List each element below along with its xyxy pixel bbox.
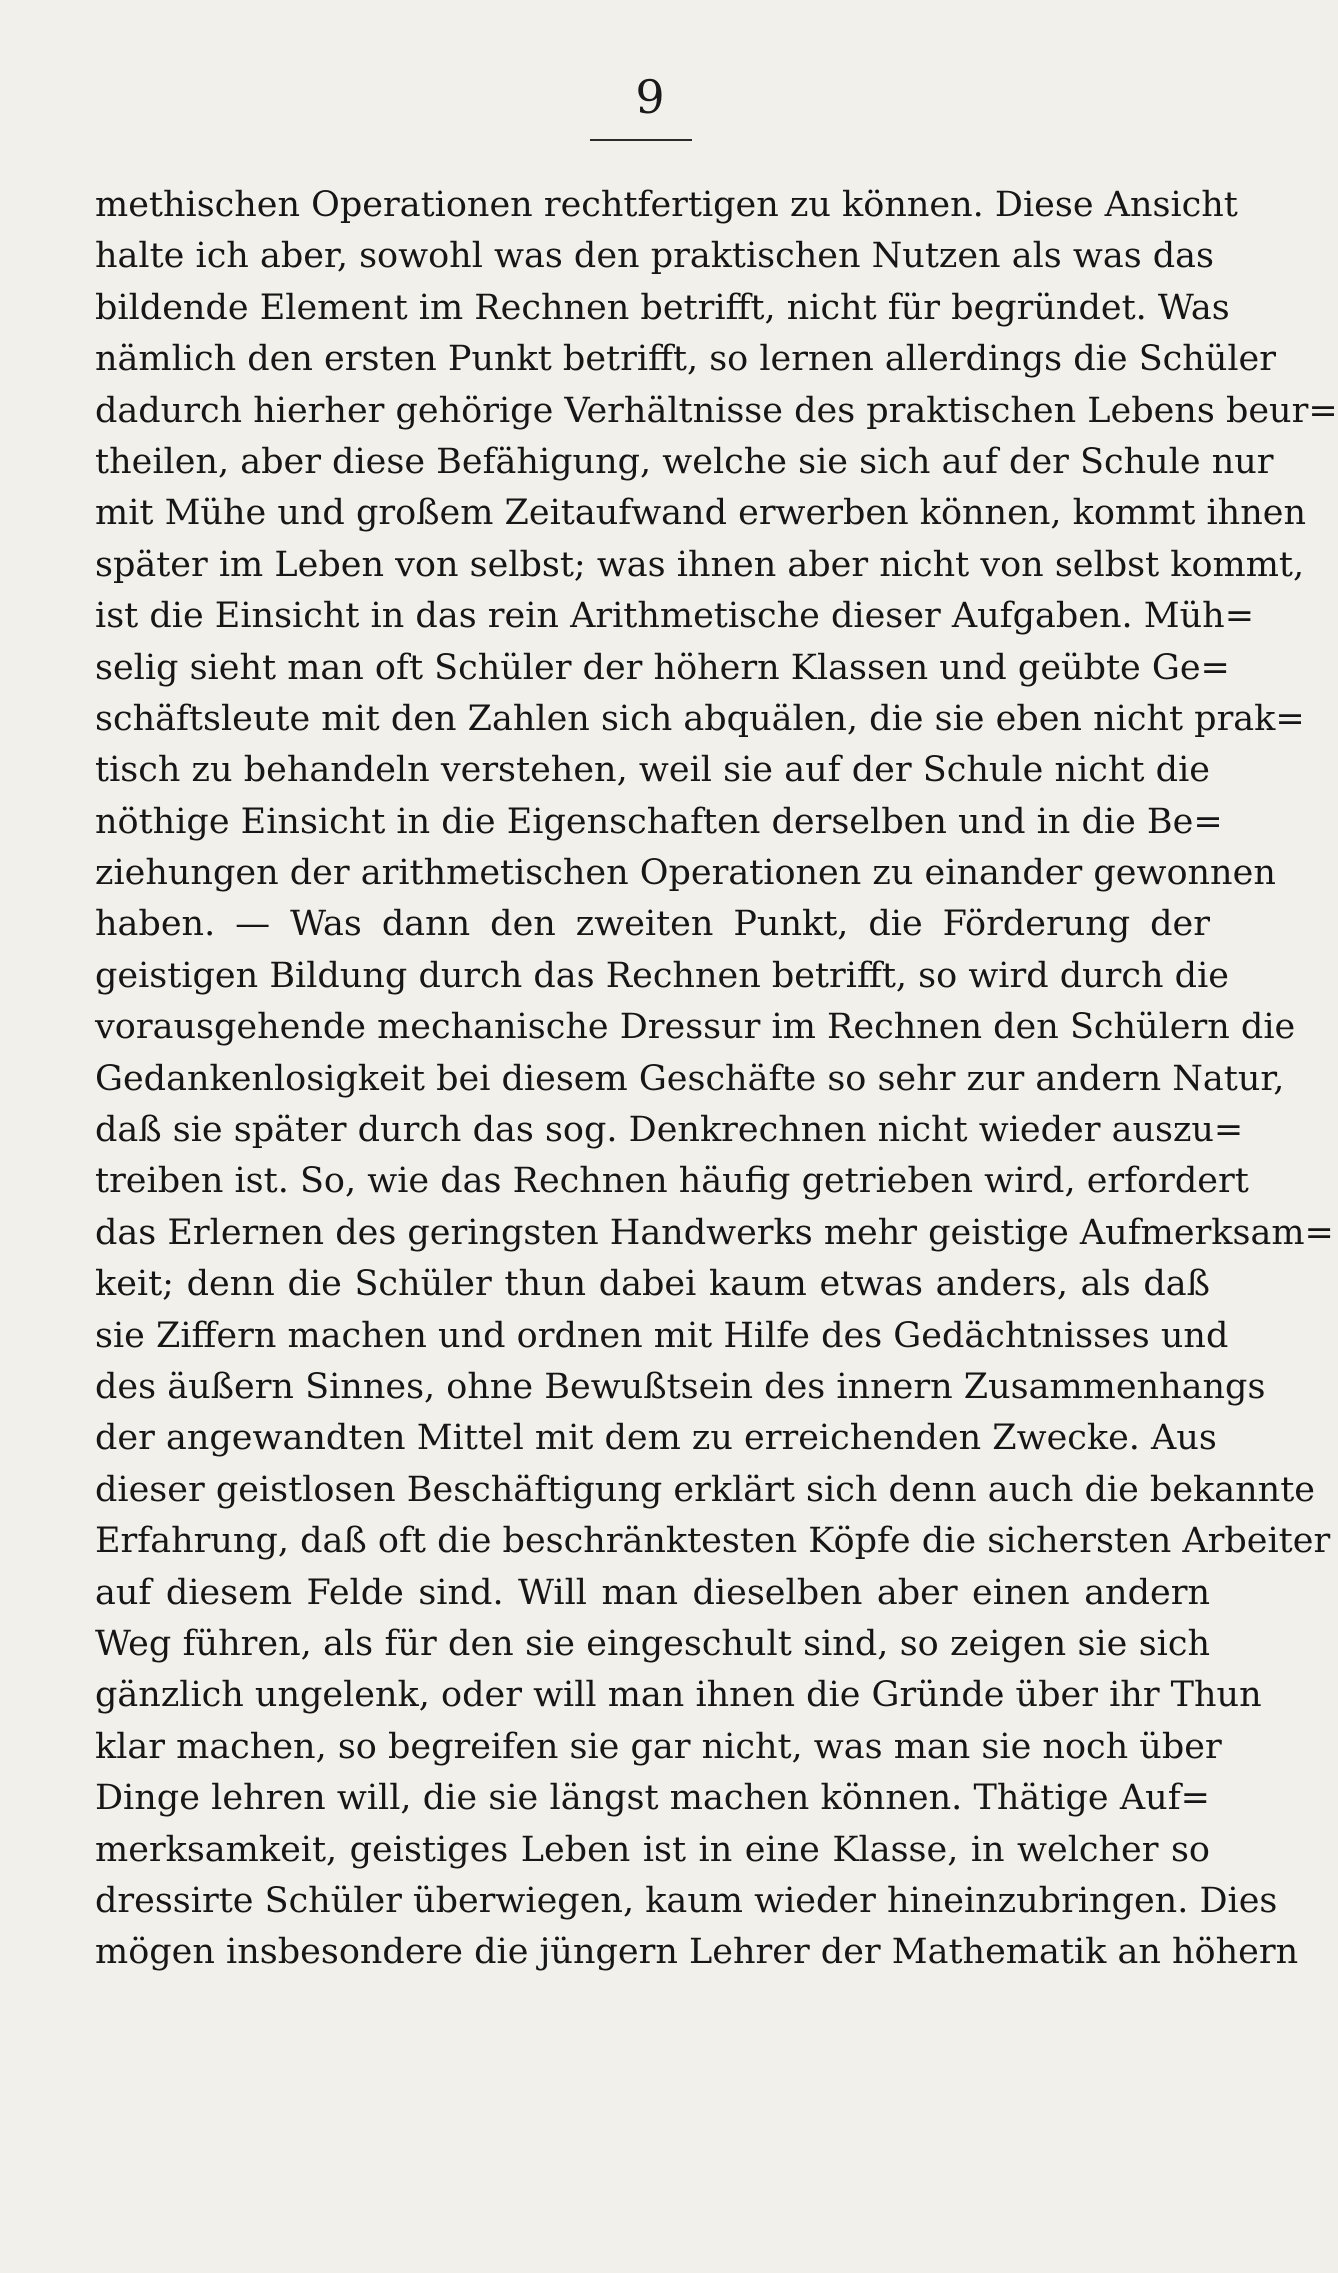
text-line: nöthige Einsicht in die Eigenschaften derselben und in die Be=	[95, 801, 1223, 842]
text-line: theilen, aber diese Befähigung, welche sie sich auf der Schule nur	[95, 441, 1274, 482]
text-line: selig sieht man oft Schüler der höhern Klassen und geübte Ge=	[95, 647, 1230, 688]
text-line: auf diesem Felde sind. Will man dieselben aber einen andern	[95, 1572, 1210, 1613]
page-number: 9	[635, 70, 665, 124]
text-line: tisch zu behandeln verstehen, weil sie auf der Schule nicht die	[95, 750, 1210, 791]
text-line: mögen insbesondere die jüngern Lehrer der Mathematik an höhern	[95, 1932, 1299, 1973]
text-line: ist die Einsicht in das rein Arithmetische dieser Aufgaben. Müh=	[95, 596, 1255, 637]
text-line: Weg führen, als für den sie eingeschult sind, so zeigen sie sich	[95, 1623, 1210, 1664]
text-line: Erfahrung, daß oft die beschränktesten Köpfe die sichersten Arbeiter	[95, 1521, 1331, 1562]
text-line: treiben ist. So, wie das Rechnen häufig getrieben wird, erfordert	[95, 1161, 1249, 1202]
text-line: bildende Element im Rechnen betrifft, nicht für begründet. Was	[95, 287, 1230, 328]
text-line: später im Leben von selbst; was ihnen aber nicht von selbst kommt,	[95, 544, 1305, 585]
text-line: gänzlich ungelenk, oder will man ihnen die Gründe über ihr Thun	[95, 1675, 1262, 1716]
text-line: schäftsleute mit den Zahlen sich abquälen, die sie eben nicht prak=	[95, 698, 1305, 739]
text-line: dadurch hierher gehörige Verhältnisse des praktischen Lebens beur=	[95, 390, 1338, 431]
body-text	[95, 180, 1338, 1979]
text-line: geistigen Bildung durch das Rechnen betrifft, so wird durch die	[95, 955, 1229, 996]
text-line: der angewandten Mittel mit dem zu erreichenden Zwecke. Aus	[95, 1418, 1217, 1459]
text-line: keit; denn die Schüler thun dabei kaum etwas anders, als daß	[95, 1264, 1210, 1305]
text-line: ziehungen der arithmetischen Operationen zu einander gewonnen	[95, 853, 1276, 894]
text-line: merksamkeit, geistiges Leben ist in eine Klasse, in welcher so	[95, 1829, 1210, 1870]
text-line: das Erlernen des geringsten Handwerks mehr geistige Aufmerksam=	[95, 1212, 1334, 1253]
text-line: dressirte Schüler überwiegen, kaum wieder hineinzubringen. Dies	[95, 1880, 1278, 1921]
text-line: Gedankenlosigkeit bei diesem Geschäfte so sehr zur andern Natur,	[95, 1058, 1285, 1099]
text-line: daß sie später durch das sog. Denkrechnen nicht wieder auszu=	[95, 1110, 1244, 1151]
page-number-rule	[590, 139, 692, 141]
text-line: dieser geistlosen Beschäftigung erklärt sich denn auch die bekannte	[95, 1469, 1315, 1510]
text-line: des äußern Sinnes, ohne Bewußtsein des innern Zusammenhangs	[95, 1366, 1266, 1407]
text-line: klar machen, so begreifen sie gar nicht, was man sie noch über	[95, 1726, 1222, 1767]
text-line: vorausgehende mechanische Dressur im Rechnen den Schülern die	[95, 1007, 1296, 1048]
text-line: methischen Operationen rechtfertigen zu können. Diese Ansicht	[95, 185, 1238, 225]
text-line: nämlich den ersten Punkt betrifft, so lernen allerdings die Schüler	[95, 339, 1276, 380]
text-line: sie Ziffern machen und ordnen mit Hilfe des Gedächtnisses und	[95, 1315, 1229, 1356]
text-line: haben. — Was dann den zweiten Punkt, die Förderung der	[95, 904, 1210, 945]
text-line: mit Mühe und großem Zeitaufwand erwerben können, kommt ihnen	[95, 493, 1306, 534]
text-line: halte ich aber, sowohl was den praktischen Nutzen als was das	[95, 236, 1215, 277]
text-line: Dinge lehren will, die sie längst machen können. Thätige Auf=	[95, 1778, 1210, 1819]
